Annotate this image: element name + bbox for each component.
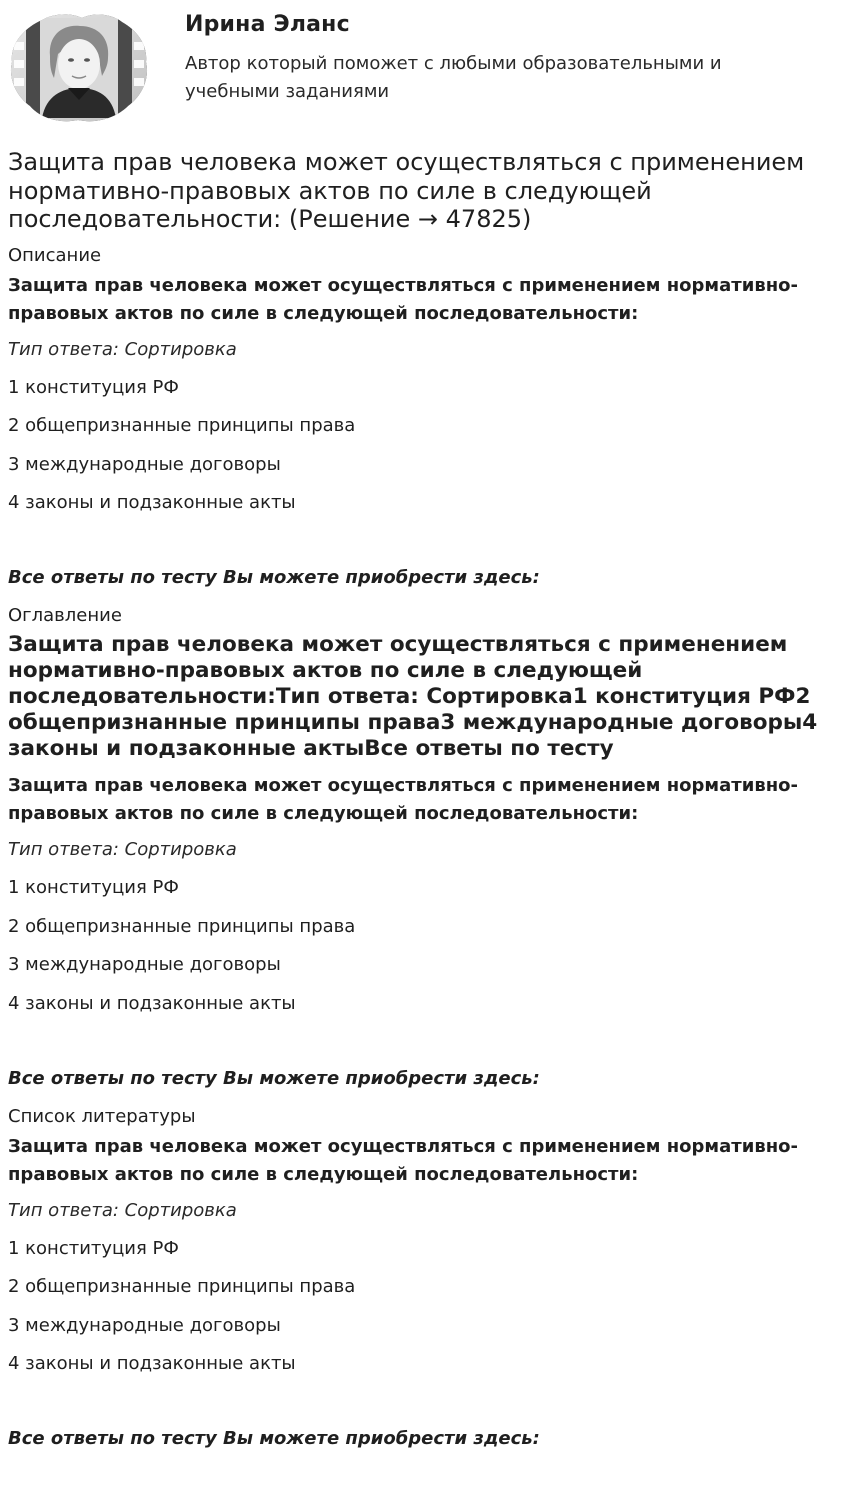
- author-avatar: [8, 8, 150, 126]
- author-header: [0, 0, 847, 130]
- section-label-description: Описание: [8, 244, 102, 266]
- answer-type: Тип ответа: Сортировка: [8, 338, 237, 360]
- answer-option: 2 общепризнанные принципы права: [8, 415, 356, 436]
- answer-type: Тип ответа: Сортировка: [8, 1199, 237, 1221]
- question-text: Защита прав человека может осуществляться с применением нормативно-правовых актов по силе в следующей последовательности:: [8, 1135, 799, 1185]
- answer-option: 2 общепризнанные принципы права: [8, 915, 356, 937]
- buy-answers-text: Все ответы по тесту Вы можете приобрести здесь:: [8, 1428, 540, 1449]
- question-text: Защита прав человека может осуществляться с применением нормативно-правовых актов по силе в следующей последовательности:: [8, 274, 799, 324]
- buy-answers-text: Все ответы по тесту Вы можете приобрести здесь:: [8, 1067, 540, 1089]
- answer-option: 2 общепризнанные принципы права: [8, 1276, 356, 1297]
- main-content: [8, 148, 840, 1465]
- answer-option: 3 международные договоры: [8, 1314, 281, 1336]
- answer-option: 1 конституция РФ: [8, 376, 179, 398]
- question-text: Защита прав человека может осуществляться с применением нормативно-правовых актов по силе в следующей последовательности:: [8, 775, 799, 824]
- section-label-toc: Оглавление: [8, 605, 122, 626]
- answer-option: 4 законы и подзаконные акты: [8, 1353, 296, 1374]
- answer-option: 4 законы и подзаконные акты: [8, 492, 296, 513]
- answer-option: 1 конституция РФ: [8, 1237, 179, 1259]
- literature-section: [8, 1105, 840, 1452]
- author-name: Ирина Эланс: [185, 12, 350, 37]
- answer-option: 4 законы и подзаконные акты: [8, 992, 296, 1014]
- avatar-photo-icon: [8, 8, 150, 126]
- toc-section: [8, 604, 840, 1091]
- toc-heading: Защита прав человека может осуществляться с применением нормативно-правовых актов по силе в следующей последовательности:Тип ответа: Сортировка1 конституция РФ2 общепризнанные принципы права3 международные договоры4 законы и подзаконные актыВсе ответы по тесту: [8, 632, 818, 761]
- page-title: Защита прав человека может осуществляться с применением нормативно-правовых актов по силе в следующей последовательности: (Решение → 47825): [8, 148, 805, 233]
- description-section: [8, 244, 840, 591]
- buy-answers-text: Все ответы по тесту Вы можете приобрести здесь:: [8, 567, 540, 588]
- answer-option: 3 международные договоры: [8, 453, 281, 475]
- answer-type: Тип ответа: Сортировка: [8, 839, 237, 860]
- section-label-literature: Список литературы: [8, 1105, 196, 1127]
- answer-option: 1 конституция РФ: [8, 877, 179, 898]
- author-description: Автор который поможет с любыми образовательными и учебными заданиями: [185, 53, 722, 102]
- answer-option: 3 международные договоры: [8, 954, 281, 975]
